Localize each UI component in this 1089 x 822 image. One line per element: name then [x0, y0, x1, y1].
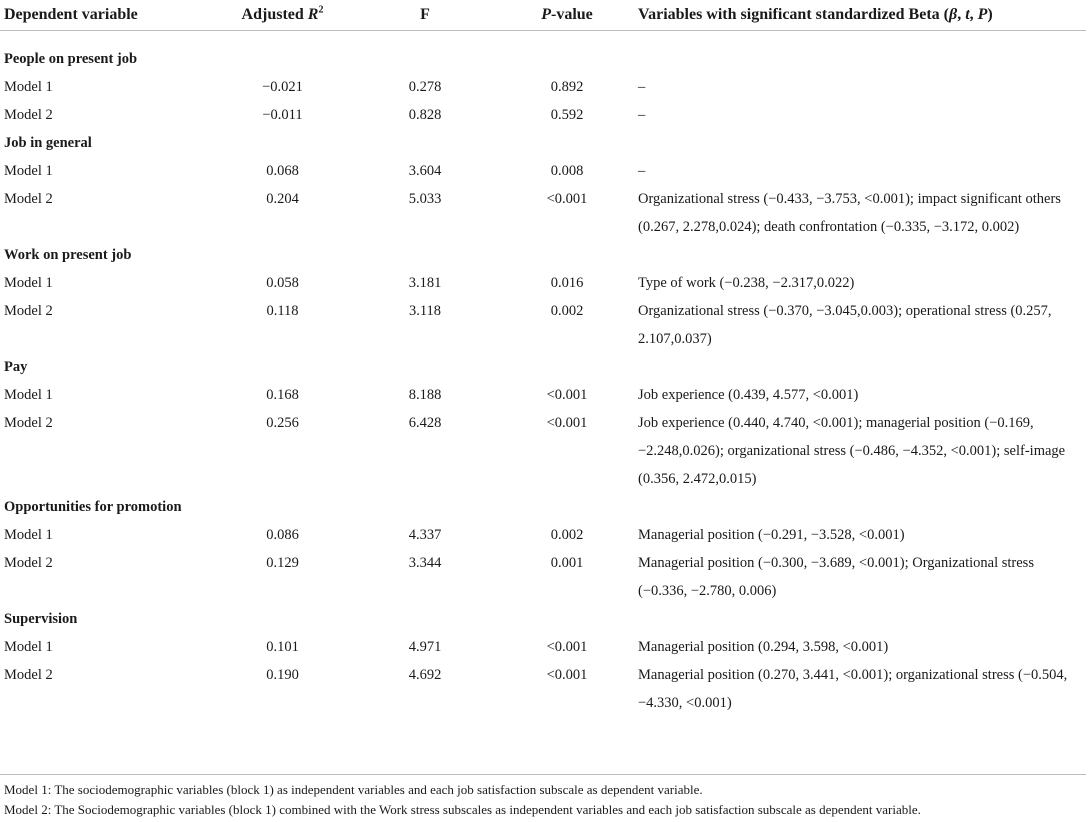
header-significant-beta	[634, 0, 1086, 31]
f-value-cell: 0.278	[408, 79, 442, 95]
table-row	[0, 157, 1086, 185]
significant-variables-cell: Managerial position (−0.291, −3.528, <0.001)	[638, 527, 905, 543]
footer-rule	[0, 774, 1086, 775]
adjusted-r2-cell: 0.118	[266, 303, 299, 319]
significant-variables-cell: Managerial position (0.270, 3.441, <0.001); organizational stress (−0.504, −4.330, <0.001)	[638, 667, 1068, 711]
header-dependent-variable: Dependent variable	[0, 0, 215, 31]
f-value-cell: 6.428	[408, 415, 442, 431]
section-title: Pay	[4, 359, 28, 375]
model-label: Model 2	[4, 555, 53, 571]
significant-variables-cell: –	[638, 107, 646, 123]
f-value-cell: 4.337	[408, 527, 442, 543]
table-row	[0, 73, 1086, 101]
section-title: Supervision	[4, 611, 78, 627]
model-label: Model 1	[4, 527, 53, 543]
p-value-cell: 0.892	[550, 79, 584, 95]
section-header-row	[0, 241, 1086, 269]
section-title: Job in general	[4, 135, 92, 151]
table-body	[0, 45, 1086, 722]
f-value-cell: 3.181	[408, 275, 442, 291]
header-row	[0, 0, 1086, 31]
significant-variables-cell: –	[638, 79, 646, 95]
table-row	[0, 521, 1086, 549]
note-model-1: Model 1: The sociodemographic variables (block 1) as independent variables and each job satisfaction subscale as dependent variable.	[4, 782, 703, 797]
adjusted-r2-cell: 0.129	[266, 555, 299, 571]
adjusted-r2-cell: 0.256	[266, 415, 299, 431]
table-row	[0, 409, 1086, 493]
table-row	[0, 269, 1086, 297]
significant-variables-cell: Job experience (0.439, 4.577, <0.001)	[638, 387, 859, 403]
p-value-cell: 0.002	[550, 303, 584, 319]
section-header-row	[0, 353, 1086, 381]
section-title: Work on present job	[4, 247, 132, 263]
header-p-value	[500, 0, 634, 31]
significant-variables-cell: –	[638, 163, 646, 179]
model-label: Model 2	[4, 415, 53, 431]
adjusted-r2-cell: 0.086	[266, 527, 299, 543]
header-r-superscript: 2	[318, 4, 324, 16]
header-adjusted-r2	[215, 0, 350, 31]
section-header-row	[0, 605, 1086, 633]
table-row	[0, 381, 1086, 409]
section-title: People on present job	[4, 51, 138, 67]
adjusted-r2-cell: 0.190	[266, 667, 299, 683]
p-value-cell: 0.001	[550, 555, 584, 571]
table-row	[0, 661, 1086, 722]
p-value-cell: 0.592	[550, 107, 584, 123]
section-header-row	[0, 493, 1086, 521]
header-p-symbol-2: P	[977, 6, 988, 23]
adjusted-r2-cell: 0.068	[266, 163, 299, 179]
header-beta-text: Variables with significant standardized Beta (	[638, 6, 949, 23]
model-label: Model 2	[4, 107, 53, 123]
table-row	[0, 549, 1086, 605]
model-label: Model 1	[4, 639, 53, 655]
f-value-cell: 0.828	[408, 107, 442, 123]
f-value-cell: 8.188	[408, 387, 442, 403]
f-value-cell: 3.344	[408, 555, 442, 571]
f-value-cell: 3.118	[408, 303, 442, 319]
header-beta-symbol: β	[948, 6, 958, 23]
p-value-cell: <0.001	[546, 191, 588, 207]
adjusted-r2-cell: 0.168	[266, 387, 299, 403]
significant-variables-cell: Organizational stress (−0.433, −3.753, <0.001); impact significant others (0.267, 2.278,0.024); death confrontation (−0.335, −3.172, 0.002)	[638, 191, 1061, 235]
p-value-cell: <0.001	[546, 387, 588, 403]
section-title: Opportunities for promotion	[4, 499, 182, 515]
note-model-2: Model 2: The Sociodemographic variables (block 1) combined with the Work stress subscales as independent variables and each job satisfaction subscale as dependent variable.	[4, 802, 921, 817]
f-value-cell: 3.604	[408, 163, 442, 179]
f-value-cell: 5.033	[408, 191, 442, 207]
header-adjusted-text: Adjusted	[241, 6, 308, 23]
model-label: Model 1	[4, 79, 53, 95]
p-value-cell: <0.001	[546, 639, 588, 655]
p-value-cell: <0.001	[546, 415, 588, 431]
p-value-cell: 0.002	[550, 527, 584, 543]
adjusted-r2-cell: 0.058	[266, 275, 299, 291]
adjusted-r2-cell: −0.011	[262, 107, 303, 123]
table-row	[0, 101, 1086, 129]
p-value-cell: 0.016	[550, 275, 584, 291]
header-beta-end: )	[987, 6, 993, 23]
significant-variables-cell: Managerial position (−0.300, −3.689, <0.001); Organizational stress (−0.336, −2.780, 0.006)	[638, 555, 1034, 599]
table-row	[0, 633, 1086, 661]
adjusted-r2-cell: 0.204	[266, 191, 299, 207]
p-value-cell: 0.008	[550, 163, 584, 179]
header-beta-sep2: ,	[969, 6, 978, 23]
header-beta-sep1: ,	[957, 6, 966, 23]
f-value-cell: 4.692	[408, 667, 442, 683]
table-row	[0, 185, 1086, 241]
significant-variables-cell: Type of work (−0.238, −2.317,0.022)	[638, 275, 855, 291]
header-p-symbol: P	[541, 6, 551, 23]
header-t-symbol: t	[965, 6, 970, 23]
section-header-row	[0, 129, 1086, 157]
header-r-symbol: R	[307, 6, 319, 23]
significant-variables-cell: Organizational stress (−0.370, −3.045,0.003); operational stress (0.257, 2.107,0.037)	[638, 303, 1052, 347]
model-label: Model 1	[4, 387, 53, 403]
section-header-row	[0, 45, 1086, 73]
f-value-cell: 4.971	[408, 639, 442, 655]
adjusted-r2-cell: −0.021	[262, 79, 303, 95]
p-value-cell: <0.001	[546, 667, 588, 683]
header-f: F	[350, 0, 500, 31]
table-row	[0, 297, 1086, 353]
model-label: Model 2	[4, 191, 53, 207]
significant-variables-cell: Managerial position (0.294, 3.598, <0.001)	[638, 639, 889, 655]
model-label: Model 2	[4, 667, 53, 683]
model-label: Model 1	[4, 163, 53, 179]
model-label: Model 1	[4, 275, 53, 291]
significant-variables-cell: Job experience (0.440, 4.740, <0.001); managerial position (−0.169, −2.248,0.026); organizational stress (−0.486, −4.352, <0.001); self-image (0.356, 2.472,0.015)	[638, 415, 1066, 487]
adjusted-r2-cell: 0.101	[266, 639, 299, 655]
model-label: Model 2	[4, 303, 53, 319]
header-p-text: -value	[551, 6, 593, 23]
